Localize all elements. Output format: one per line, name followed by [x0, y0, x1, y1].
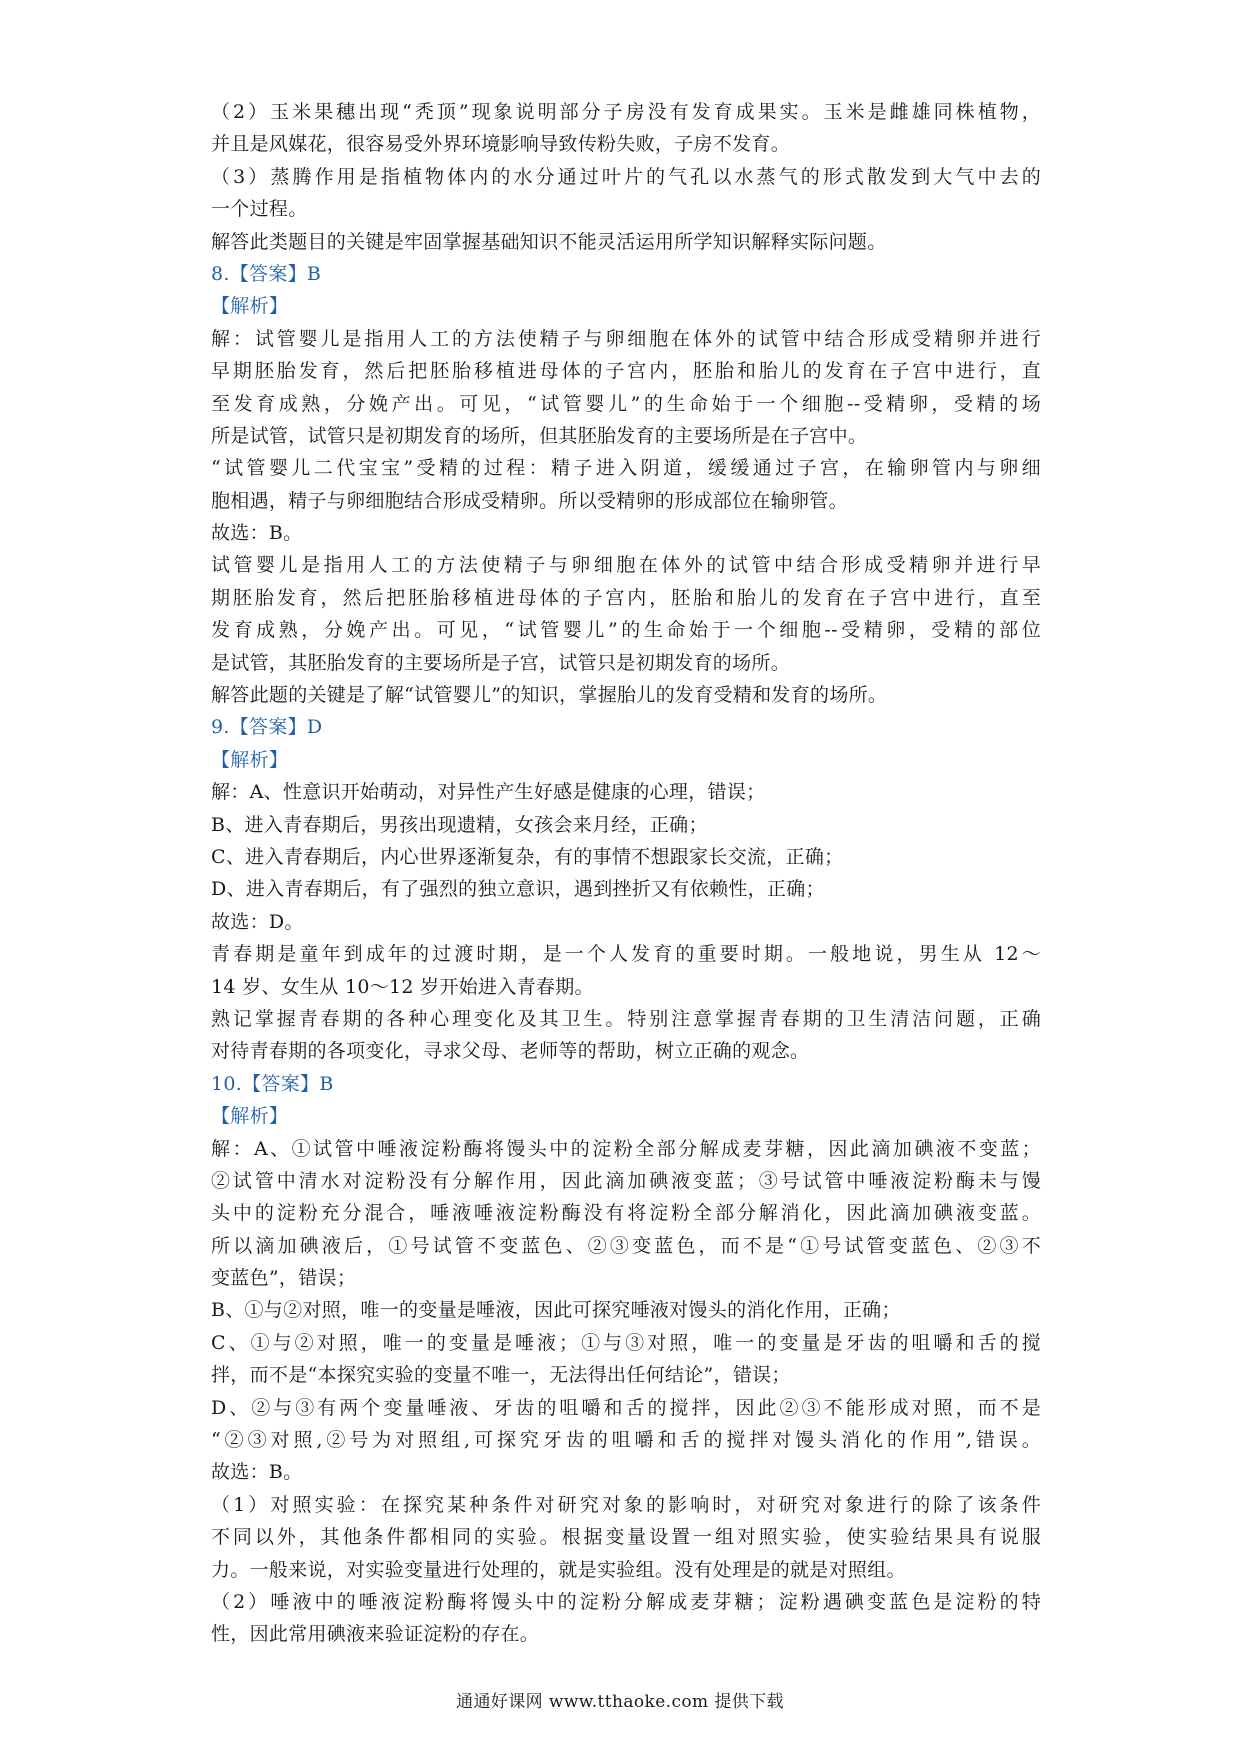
text-line: B、进入青春期后，男孩出现遗精，女孩会来月经，正确； — [211, 813, 708, 836]
text-line: 试管婴儿是指用人工的方法使精子与卵细胞在体外的试管中结合形成受精卵并进行早 — [211, 554, 1041, 577]
text-line: （2）玉米果穗出现“秃顶”现象说明部分子房没有发育成果实。玉米是雌雄同株植物， — [211, 101, 1041, 123]
text-line: 14 岁、女生从 10～12 岁开始进入青春期。 — [211, 975, 594, 998]
text-line: 所是试管，试管只是初期发育的场所，但其胚胎发育的主要场所是在子宫中。 — [211, 424, 868, 447]
section-heading: 9.【答案】D — [211, 716, 323, 739]
document-body — [211, 96, 1041, 1651]
text-line: 发育成熟，分娩产出。可见，“试管婴儿”的生命始于一个细胞--受精卵，受精的部位 — [211, 619, 1041, 642]
text-line: ②试管中清水对淀粉没有分解作用，因此滴加碘液变蓝；③号试管中唾液淀粉酶未与馒 — [211, 1169, 1041, 1192]
text-line: 所以滴加碘液后，①号试管不变蓝色、②③变蓝色，而不是“①号试管变蓝色、②③不 — [211, 1234, 1041, 1257]
text-line: 故选：D。 — [211, 910, 304, 933]
text-line: “试管婴儿二代宝宝”受精的过程：精子进入阴道，缓缓通过子宫，在输卵管内与卵细 — [211, 457, 1041, 480]
section-heading: 【解析】 — [211, 295, 289, 318]
text-line: 是试管，其胚胎发育的主要场所是子宫，试管只是初期发育的场所。 — [211, 651, 791, 674]
text-line: 头中的淀粉充分混合，唾液唾液淀粉酶没有将淀粉全部分解消化，因此滴加碘液变蓝。 — [211, 1202, 1041, 1225]
text-line: D、②与③有两个变量唾液、牙齿的咀嚼和舌的搅拌，因此②③不能形成对照，而不是 — [211, 1396, 1041, 1419]
text-line: D、进入青春期后，有了强烈的独立意识，遇到挫折又有依赖性，正确； — [211, 878, 825, 901]
text-line: 故选：B。 — [211, 522, 303, 545]
text-line: 解：A、①试管中唾液淀粉酶将馒头中的淀粉全部分解成麦芽糖，因此滴加碘液不变蓝； — [211, 1137, 1041, 1160]
text-line: “②③对照,②号为对照组,可探究牙齿的咀嚼和舌的搅拌对馒头消化的作用”,错误。 — [211, 1429, 1041, 1452]
text-line: B、①与②对照，唯一的变量是唾液，因此可探究唾液对馒头的消化作用，正确； — [211, 1299, 901, 1322]
section-heading: 【解析】 — [211, 1105, 289, 1128]
text-line: 变蓝色”，错误； — [211, 1267, 357, 1290]
page-footer: 通通好课网 www.tthaoke.com 提供下载 — [456, 1692, 784, 1712]
text-line: 期胚胎发育，然后把胚胎移植进母体的子宫内，胚胎和胎儿的发育在子宫中进行，直至 — [211, 586, 1041, 609]
text-line: 至发育成熟，分娩产出。可见，“试管婴儿”的生命始于一个细胞--受精卵，受精的场 — [211, 392, 1041, 415]
text-line: 性，因此常用碘液来验证淀粉的存在。 — [211, 1623, 540, 1646]
text-line: （2）唾液中的唾液淀粉酶将馒头中的淀粉分解成麦芽糖；淀粉遇碘变蓝色是淀粉的特 — [211, 1590, 1041, 1613]
text-line: 青春期是童年到成年的过渡时期，是一个人发育的重要时期。一般地说，男生从 12～ — [211, 943, 1041, 966]
section-heading: 8.【答案】B — [211, 262, 322, 285]
text-line: 故选：B。 — [211, 1461, 303, 1484]
text-line: 熟记掌握青春期的各种心理变化及其卫生。特别注意掌握青春期的卫生清洁问题，正确 — [211, 1007, 1041, 1030]
text-line: C、进入青春期后，内心世界逐渐复杂，有的事情不想跟家长交流，正确； — [211, 845, 844, 868]
section-heading: 【解析】 — [211, 748, 289, 771]
text-line: 解：A、性意识开始萌动，对异性产生好感是健康的心理，错误； — [211, 781, 766, 804]
text-line: 并且是风媒花，很容易受外界环境影响导致传粉失败，子房不发育。 — [211, 133, 791, 156]
text-line: C、①与②对照，唯一的变量是唾液；①与③对照，唯一的变量是牙齿的咀嚼和舌的搅 — [211, 1331, 1041, 1354]
text-line: 解答此题的关键是了解“试管婴儿”的知识，掌握胎儿的发育受精和发育的场所。 — [211, 684, 888, 707]
text-line: 解：试管婴儿是指用人工的方法使精子与卵细胞在体外的试管中结合形成受精卵并进行 — [211, 327, 1041, 350]
text-line: 一个过程。 — [211, 198, 308, 221]
text-line: 对待青春期的各项变化，寻求父母、老师等的帮助，树立正确的观念。 — [211, 1040, 810, 1063]
text-line: 早期胚胎发育，然后把胚胎移植进母体的子宫内，胚胎和胎儿的发育在子宫中进行，直 — [211, 360, 1041, 383]
text-line: 解答此类题目的关键是牢固掌握基础知识不能灵活运用所学知识解释实际问题。 — [211, 230, 887, 253]
text-line: 胞相遇，精子与卵细胞结合形成受精卵。所以受精卵的形成部位在输卵管。 — [211, 489, 848, 512]
text-line: 拌，而不是“本探究实验的变量不唯一，无法得出任何结论”，错误； — [211, 1364, 791, 1387]
section-heading: 10.【答案】B — [211, 1072, 334, 1095]
text-line: 不同以外，其他条件都相同的实验。根据变量设置一组对照实验，使实验结果具有说服 — [211, 1526, 1041, 1549]
text-line: （1）对照实验：在探究某种条件对研究对象的影响时，对研究对象进行的除了该条件 — [211, 1493, 1041, 1516]
text-line: 力。一般来说，对实验变量进行处理的，就是实验组。没有处理是的就是对照组。 — [211, 1558, 906, 1581]
text-line: （3）蒸腾作用是指植物体内的水分通过叶片的气孔以水蒸气的形式散发到大气中去的 — [211, 165, 1041, 188]
